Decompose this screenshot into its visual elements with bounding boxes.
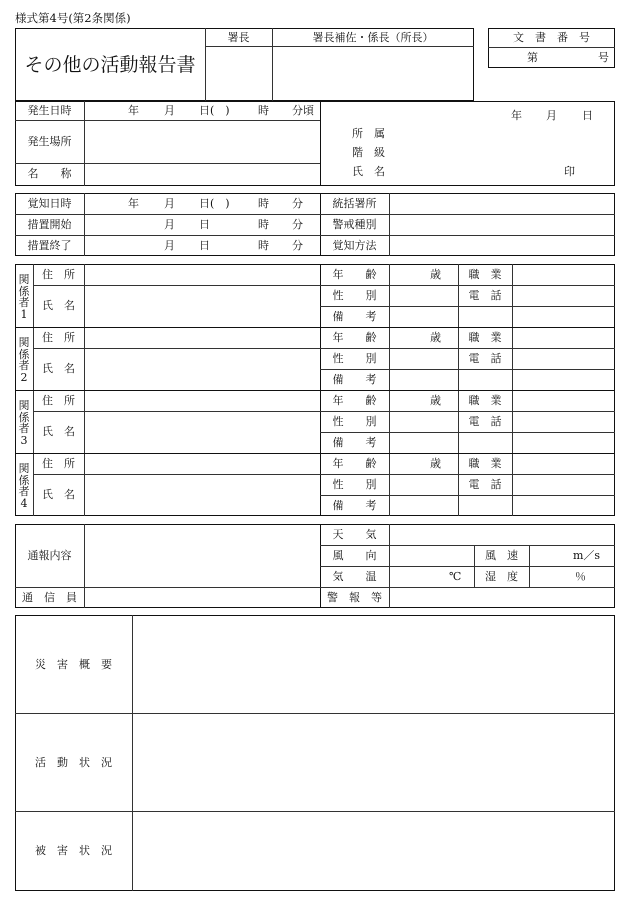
occurrence-datetime-label: 発生日時 — [27, 104, 72, 117]
address-field[interactable] — [86, 266, 318, 284]
report-content-field[interactable] — [86, 526, 318, 585]
disaster-summary-field[interactable] — [134, 617, 613, 711]
sex-field[interactable] — [391, 413, 457, 431]
weather-label: 天 気 — [332, 528, 377, 541]
person-block-label: 関係者3 — [18, 399, 30, 447]
report-date-month: 月 — [546, 109, 557, 122]
address-field[interactable] — [86, 455, 318, 473]
remarks-field[interactable] — [391, 308, 613, 325]
humidity-label: 湿 度 — [485, 570, 518, 583]
sex-field[interactable] — [391, 287, 457, 305]
job-field[interactable] — [514, 455, 613, 473]
age-unit: 歳 — [430, 331, 441, 344]
form-number-label: 様式第4号(第2条関係) — [15, 11, 131, 25]
job-field[interactable] — [514, 266, 613, 284]
name-label: 氏 名 — [42, 425, 75, 438]
alarm-label: 警 報 等 — [327, 591, 382, 604]
job-label: 職 業 — [468, 394, 502, 407]
unit-hour: 時 — [258, 218, 269, 231]
wind-direction-label: 風 向 — [332, 549, 377, 562]
phone-field[interactable] — [514, 350, 613, 368]
name-field[interactable] — [86, 413, 318, 451]
age-label: 年 齢 — [332, 268, 377, 281]
damage-status-field[interactable] — [134, 813, 613, 889]
occurrence-name-field[interactable] — [86, 165, 318, 184]
temperature-unit: ℃ — [449, 570, 462, 583]
wind-speed-unit: m／s — [573, 549, 601, 562]
age-label: 年 齢 — [332, 457, 377, 470]
temperature-label: 気 温 — [332, 570, 377, 583]
age-field[interactable] — [391, 266, 428, 284]
sex-field[interactable] — [391, 350, 457, 368]
weather-field[interactable] — [391, 526, 613, 543]
unit-minute: 分 — [292, 239, 303, 252]
address-label: 住 所 — [42, 394, 75, 407]
unit-minute: 分 — [292, 197, 303, 210]
report-content-label: 通報内容 — [27, 549, 72, 562]
report-date-day: 日 — [582, 109, 593, 122]
name-field[interactable] — [86, 287, 318, 325]
phone-field[interactable] — [514, 476, 613, 494]
unit-month: 月 — [164, 104, 175, 117]
activity-status-field[interactable] — [134, 715, 613, 809]
unit-day: 日( ) — [199, 197, 230, 210]
unit-day: 日( ) — [199, 104, 230, 117]
unit-year: 年 — [128, 197, 139, 210]
doc-number-prefix: 第 — [527, 51, 538, 64]
doc-number-field[interactable] — [540, 49, 595, 65]
name-field[interactable] — [86, 476, 318, 514]
unit-day: 日 — [199, 218, 210, 231]
phone-label: 電 話 — [468, 415, 502, 428]
wind-direction-field[interactable] — [391, 547, 472, 564]
unit-minute: 分頃 — [292, 104, 314, 117]
unit-month: 月 — [164, 218, 175, 231]
address-label: 住 所 — [42, 331, 75, 344]
sex-field[interactable] — [391, 476, 457, 494]
timeline-row-label: 措置開始 — [27, 218, 72, 231]
person-block-label: 関係者1 — [18, 273, 30, 321]
occurrence-place-field[interactable] — [86, 122, 318, 161]
sex-label: 性 別 — [332, 289, 377, 302]
name-label: 氏 名 — [42, 488, 75, 501]
reporter-rank-label: 階 級 — [352, 146, 385, 159]
supervising-station-field[interactable] — [391, 195, 613, 213]
person-block-label: 関係者2 — [18, 336, 30, 384]
report-date-year: 年 — [511, 109, 522, 122]
age-label: 年 齢 — [332, 394, 377, 407]
reporter-affiliation-label: 所 属 — [352, 127, 385, 140]
humidity-field[interactable] — [531, 568, 571, 585]
remarks-field[interactable] — [391, 434, 613, 451]
timeline-row-label: 覚知日時 — [27, 197, 72, 210]
name-label: 氏 名 — [42, 362, 75, 375]
unit-month: 月 — [164, 197, 175, 210]
deputy-seal-field[interactable] — [274, 48, 472, 99]
remarks-label: 備 考 — [332, 499, 377, 512]
sex-label: 性 別 — [332, 352, 377, 365]
timeline-right-label: 警戒種別 — [332, 218, 377, 231]
name-label: 氏 名 — [42, 299, 75, 312]
phone-label: 電 話 — [468, 352, 502, 365]
page-title: その他の活動報告書 — [24, 54, 196, 76]
alarm-field[interactable] — [391, 589, 613, 606]
remarks-label: 備 考 — [332, 436, 377, 449]
remarks-label: 備 考 — [332, 310, 377, 323]
summary-section-label: 災 害 概 要 — [35, 658, 112, 671]
unit-hour: 時 — [258, 104, 269, 117]
address-label: 住 所 — [42, 268, 75, 281]
phone-field[interactable] — [514, 413, 613, 431]
alert-type-field[interactable] — [391, 216, 613, 234]
remarks-field[interactable] — [391, 497, 613, 514]
unit-year: 年 — [128, 104, 139, 117]
summary-section-label: 被 害 状 況 — [35, 844, 112, 857]
name-field[interactable] — [86, 350, 318, 388]
awareness-method-field[interactable] — [391, 237, 613, 255]
chief-seal-field[interactable] — [207, 48, 270, 99]
doc-number-suffix: 号 — [598, 51, 609, 64]
age-field[interactable] — [391, 392, 428, 410]
timeline-right-label: 覚知方法 — [332, 239, 377, 252]
address-field[interactable] — [86, 329, 318, 347]
phone-label: 電 話 — [468, 289, 502, 302]
doc-number-label: 文 書 番 号 — [513, 31, 590, 44]
address-field[interactable] — [86, 392, 318, 410]
job-label: 職 業 — [468, 331, 502, 344]
age-unit: 歳 — [430, 268, 441, 281]
occurrence-place-label: 発生場所 — [27, 135, 72, 148]
chief-label: 署長 — [227, 31, 250, 44]
phone-field[interactable] — [514, 287, 613, 305]
timeline-row-label: 措置終了 — [27, 239, 72, 252]
summary-section-label: 活 動 状 況 — [35, 756, 112, 769]
unit-hour: 時 — [258, 197, 269, 210]
job-field[interactable] — [514, 329, 613, 347]
operator-label: 通 信 員 — [22, 591, 77, 604]
unit-day: 日 — [199, 239, 210, 252]
person-block-label: 関係者4 — [18, 462, 30, 510]
unit-month: 月 — [164, 239, 175, 252]
reporter-info-field[interactable] — [395, 125, 605, 183]
timeline-right-label: 統括署所 — [332, 197, 377, 210]
sex-label: 性 別 — [332, 478, 377, 491]
age-unit: 歳 — [430, 457, 441, 470]
remarks-field[interactable] — [391, 371, 613, 388]
age-unit: 歳 — [430, 394, 441, 407]
reporter-name-label: 氏 名 — [352, 165, 385, 178]
temperature-field[interactable] — [391, 568, 446, 585]
remarks-label: 備 考 — [332, 373, 377, 386]
deputy-label: 署長補佐・係長（所長） — [312, 31, 434, 44]
humidity-unit: ％ — [575, 570, 586, 583]
age-label: 年 齢 — [332, 331, 377, 344]
address-label: 住 所 — [42, 457, 75, 470]
job-label: 職 業 — [468, 457, 502, 470]
age-field[interactable] — [391, 329, 428, 347]
job-label: 職 業 — [468, 268, 502, 281]
operator-field[interactable] — [86, 589, 318, 606]
unit-minute: 分 — [292, 218, 303, 231]
seal-label: 印 — [564, 165, 575, 178]
unit-hour: 時 — [258, 239, 269, 252]
phone-label: 電 話 — [468, 478, 502, 491]
wind-speed-label: 風 速 — [485, 549, 518, 562]
wind-speed-field[interactable] — [531, 547, 571, 564]
job-field[interactable] — [514, 392, 613, 410]
sex-label: 性 別 — [332, 415, 377, 428]
age-field[interactable] — [391, 455, 428, 473]
occurrence-name-label: 名 称 — [27, 167, 72, 180]
